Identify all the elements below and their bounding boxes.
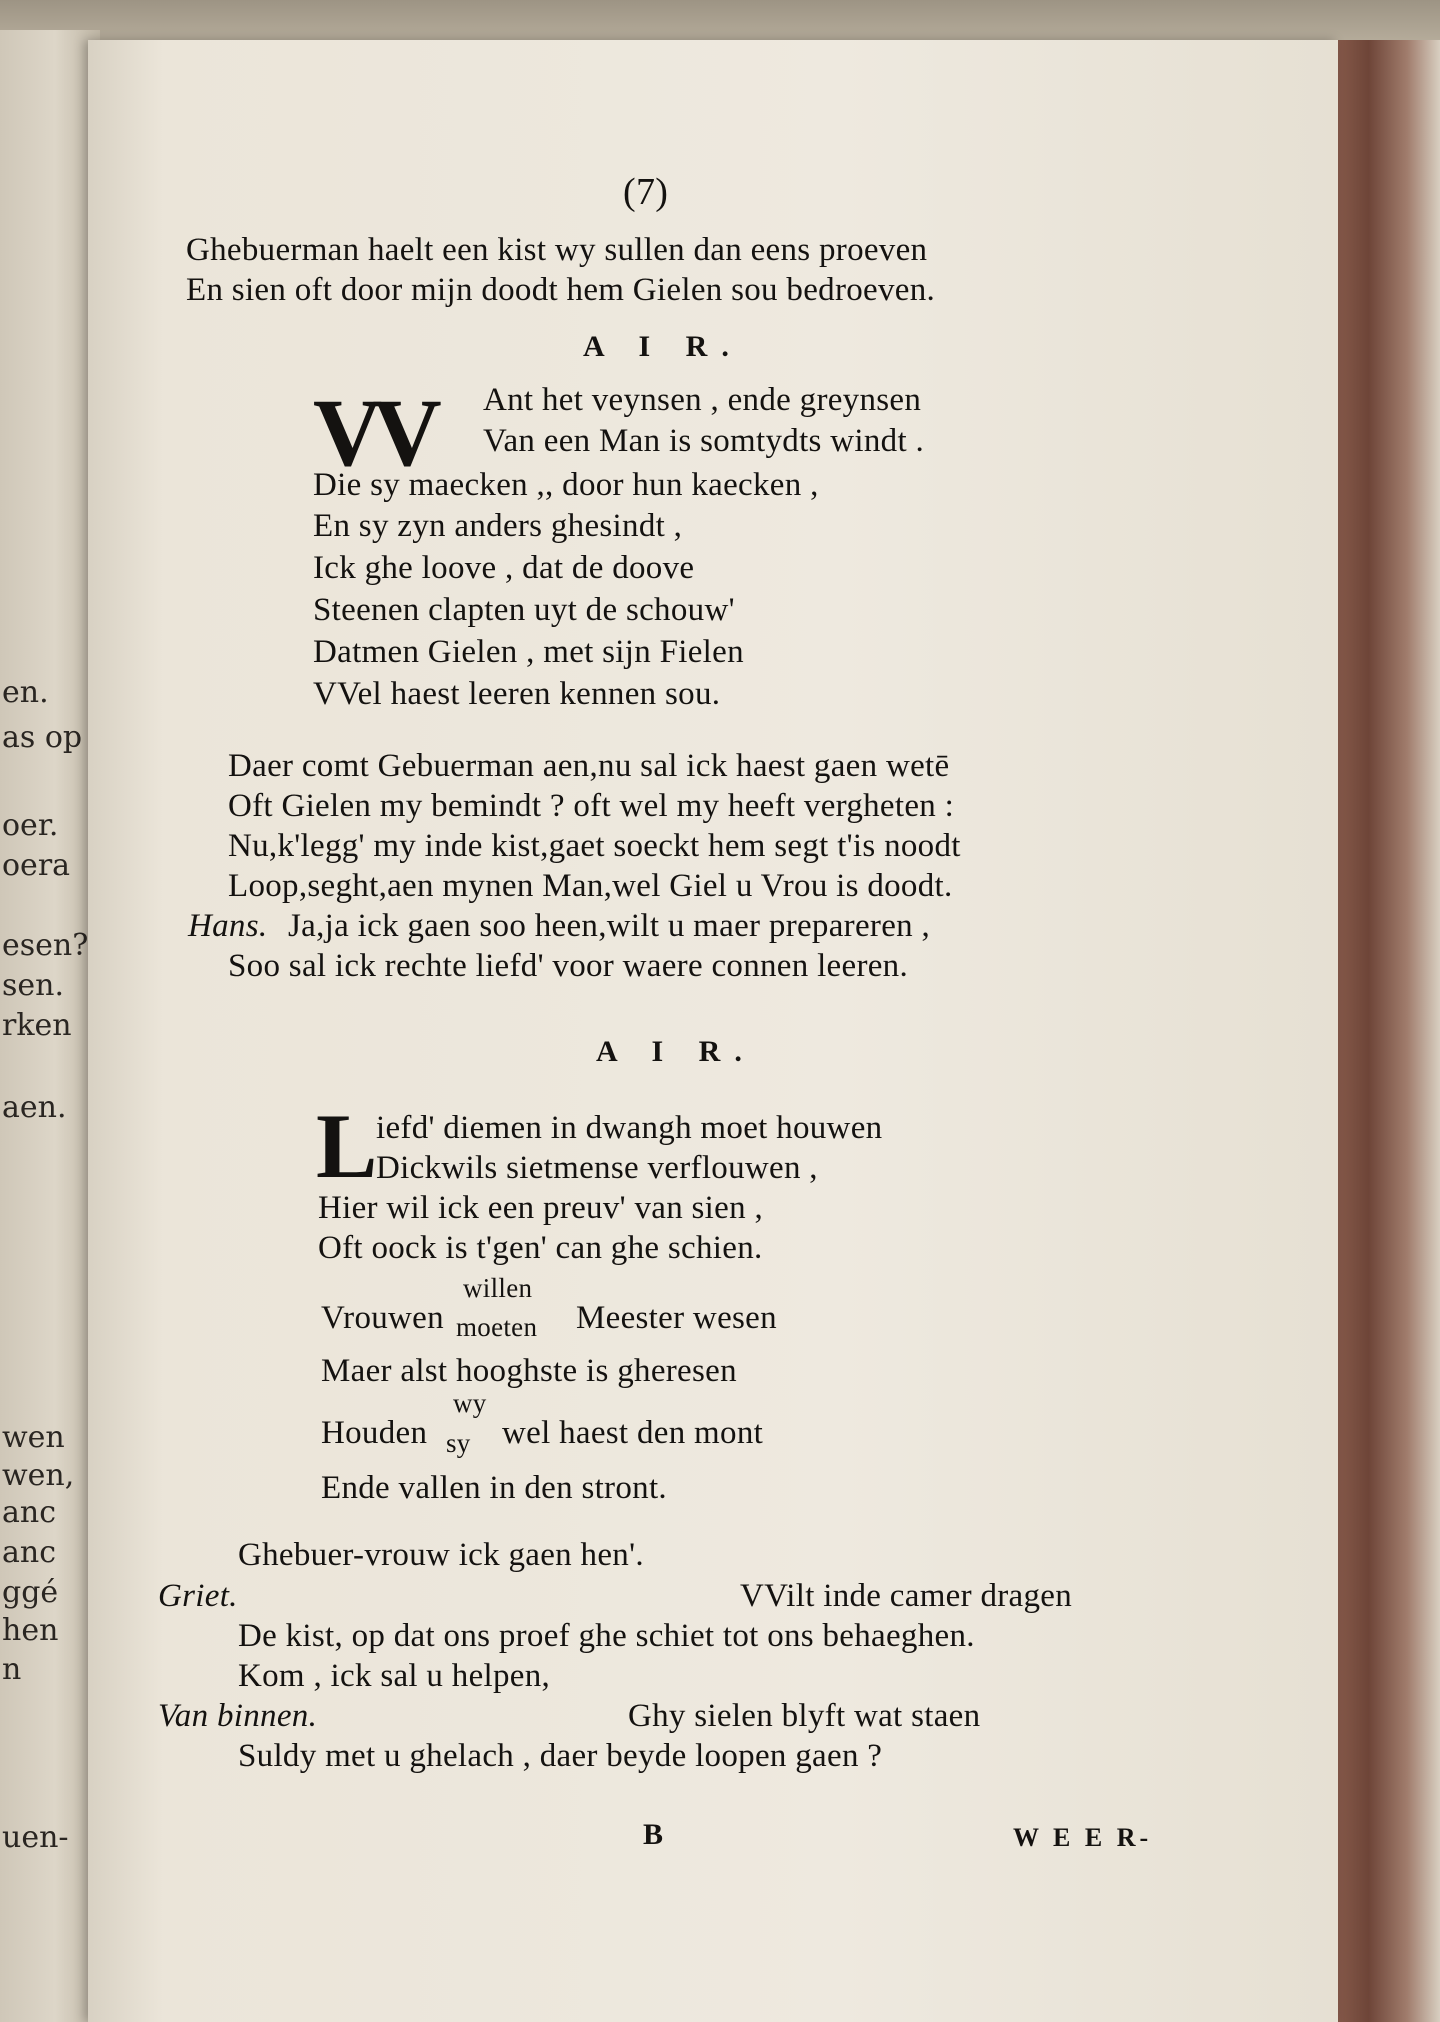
- left-fragment-text: rken: [2, 1008, 72, 1043]
- drop-cap: VV: [313, 379, 432, 486]
- signature-mark: B: [643, 1818, 664, 1851]
- left-fragment-text: hen: [2, 1613, 59, 1648]
- left-fragment-text: ggé: [2, 1575, 59, 1610]
- verse-line: Ende vallen in den stront.: [321, 1470, 667, 1506]
- verse-line: Maer alst hooghste is gheresen: [321, 1353, 737, 1389]
- dialogue-line: Loop,seght,aen mynen Man,wel Giel u Vrou is doodt.: [228, 868, 953, 904]
- drop-cap: L: [316, 1095, 378, 1197]
- left-fragment-text: oera: [2, 848, 71, 883]
- verse-line: Oft oock is t'gen' can ghe schien.: [318, 1230, 763, 1266]
- verse-line: Dickwils sietmense verflouwen ,: [376, 1150, 818, 1186]
- page-number: (7): [623, 171, 669, 213]
- left-fragment-text: oer.: [2, 808, 59, 843]
- speaker-hans: Hans.: [188, 908, 268, 944]
- left-fragment-text: esen?: [2, 928, 89, 963]
- left-fragment-text: wen,: [2, 1458, 75, 1493]
- dialogue-line: De kist, op dat ons proef ghe schiet tot ons behaeghen.: [238, 1618, 975, 1654]
- verse-line: Hier wil ick een preuv' van sien ,: [318, 1190, 764, 1226]
- dialogue-line: Suldy met u ghelach , daer beyde loopen gaen ?: [238, 1738, 883, 1774]
- left-fragment-text: sen.: [2, 968, 65, 1003]
- opening-line: Ghebuerman haelt een kist wy sullen dan eens proeven: [186, 232, 928, 268]
- catchword: W E E R-: [1013, 1823, 1153, 1852]
- speaker-van-binnen: Van binnen.: [158, 1698, 318, 1734]
- verse-line: iefd' diemen in dwangh moet houwen: [376, 1110, 883, 1146]
- dialogue-line: Oft Gielen my bemindt ? oft wel my heeft vergheten :: [228, 788, 955, 824]
- left-fragment-text: anc: [2, 1495, 57, 1530]
- verse-line-vrouwen-rest: Meester wesen: [576, 1300, 777, 1336]
- dialogue-line: VVilt inde camer dragen: [740, 1578, 1073, 1614]
- verse-line: En sy zyn anders ghesindt ,: [313, 508, 683, 544]
- verse-line: Ant het veynsen , ende greynsen: [483, 382, 922, 418]
- left-fragment-text: en.: [2, 675, 49, 710]
- verse-line: Steenen clapten uyt de schouw': [313, 592, 735, 628]
- dialogue-line: Ghy sielen blyft wat staen: [628, 1698, 981, 1734]
- speaker-griet: Griet.: [158, 1578, 238, 1614]
- dialogue-line: Ghebuer-vrouw ick gaen hen'.: [238, 1537, 644, 1573]
- left-fragment-text: wen: [2, 1420, 65, 1455]
- left-fragment-text: uen-: [2, 1820, 69, 1855]
- dialogue-line: Kom , ick sal u helpen,: [238, 1658, 551, 1694]
- variant-lower: sy: [446, 1428, 471, 1458]
- verse-line: Van een Man is somtydts windt .: [483, 423, 925, 459]
- variant-upper: willen: [463, 1273, 533, 1303]
- dialogue-line: Nu,k'legg' my inde kist,gaet soeckt hem segt t'is noodt: [228, 828, 961, 864]
- book-edge: [1330, 40, 1440, 2022]
- left-fragment-text: aen.: [2, 1090, 67, 1125]
- variant-upper: wy: [453, 1388, 487, 1418]
- left-fragment-text: n: [2, 1652, 22, 1687]
- air-heading: A I R.: [583, 330, 743, 363]
- verse-line: Die sy maecken ,, door hun kaecken ,: [313, 467, 819, 503]
- verse-line: VVel haest leeren kennen sou.: [313, 676, 721, 712]
- left-page-fragment: [0, 30, 100, 2022]
- variant-lower: moeten: [456, 1312, 538, 1342]
- left-fragment-text: anc: [2, 1535, 57, 1570]
- air-heading: A I R.: [596, 1035, 756, 1068]
- dialogue-line: Daer comt Gebuerman aen,nu sal ick haest gaen wetē: [228, 748, 950, 784]
- verse-line-vrouwen: Vrouwen: [321, 1300, 444, 1336]
- left-fragment-text: as op: [2, 720, 83, 755]
- verse-line: Ick ghe loove , dat de doove: [313, 550, 695, 586]
- book-page: [88, 40, 1338, 2022]
- verse-line: Datmen Gielen , met sijn Fielen: [313, 634, 744, 670]
- verse-line-houden: Houden: [321, 1415, 428, 1451]
- opening-line: En sien oft door mijn doodt hem Gielen sou bedroeven.: [186, 272, 936, 308]
- dialogue-line: Soo sal ick rechte liefd' voor waere connen leeren.: [228, 948, 909, 984]
- verse-line-houden-rest: wel haest den mont: [502, 1415, 764, 1451]
- dialogue-line: Ja,ja ick gaen soo heen,wilt u maer prepareren ,: [288, 908, 931, 944]
